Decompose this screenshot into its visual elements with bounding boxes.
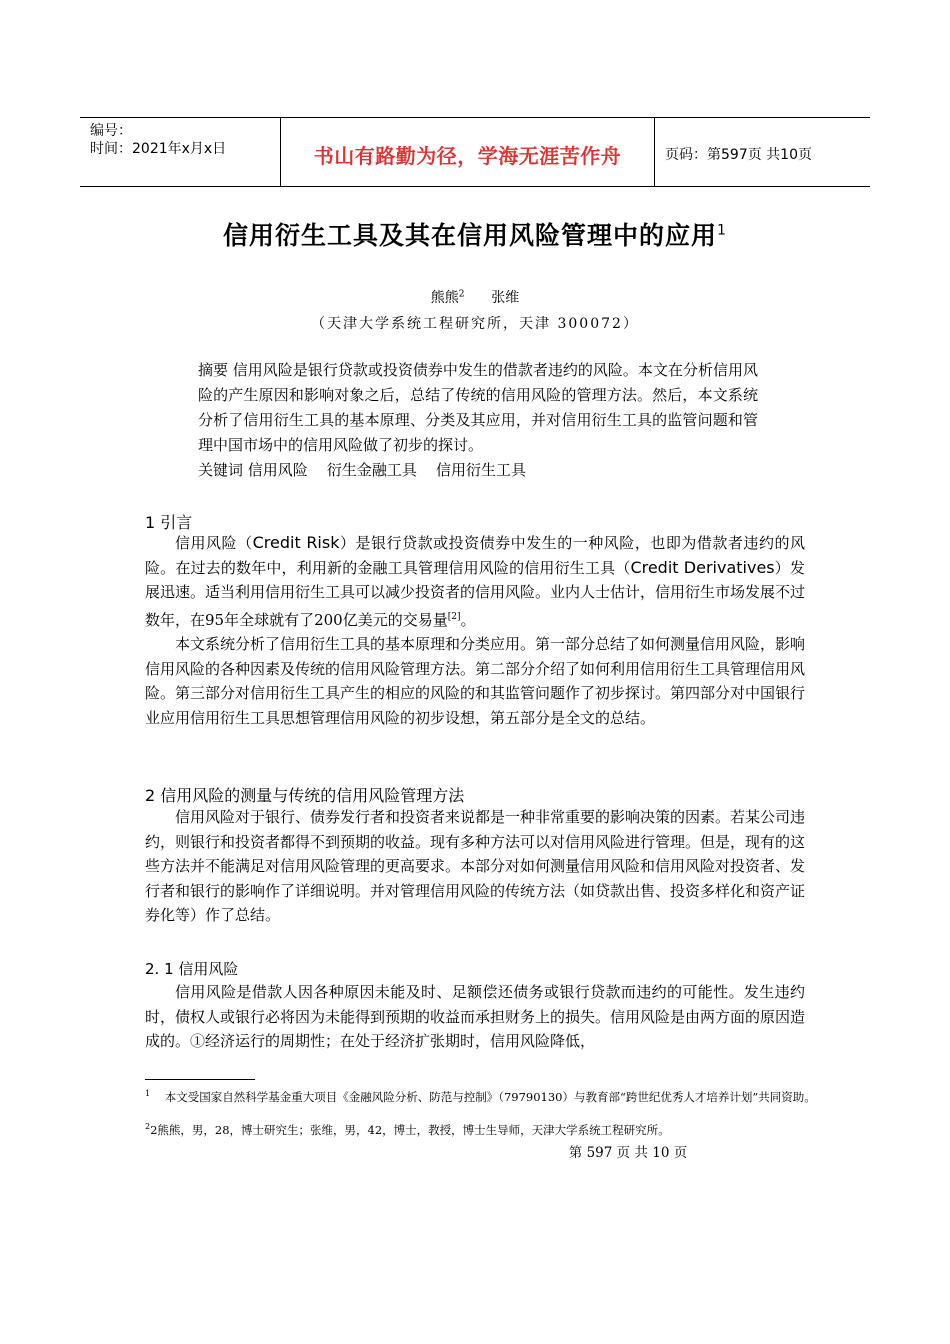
title-text: 信用衍生工具及其在信用风险管理中的应用 <box>223 221 718 250</box>
keywords-text: 信用风险 衍生金融工具 信用衍生工具 <box>247 461 526 479</box>
term-credit-risk: Credit Risk <box>252 533 340 552</box>
citation-2: [2] <box>447 611 461 622</box>
header-meta-cell <box>80 118 281 186</box>
section-1-paragraph-1: 信用风险（Credit Risk）是银行贷款或投资债券中发生的一种风险，也即为借款者违约的风险。在过去的数年中，利用新的金融工具管理信用风险的信用衍生工具（Credit Derivatives）发展迅速。适当利用信用衍生工具可以减少投资者的信用风险。业内人士估计，信用衍生市场发展不过数年，在95年全球就有了200亿美元的交易量[2]。 <box>145 533 806 629</box>
affiliation: （天津大学系统工程研究所，天津 300072） <box>311 316 639 332</box>
abstract-label: 摘要 <box>198 361 229 379</box>
paper-title <box>0 216 950 252</box>
author-1-note: 2 <box>458 289 465 300</box>
author-line <box>0 287 950 307</box>
page-info: 页码：第597页 共10页 <box>665 147 812 163</box>
page-footer: 第 597 页 共 10 页 <box>568 1145 688 1161</box>
section-2-heading: 2 信用风险的测量与传统的信用风险管理方法 <box>145 786 465 805</box>
author-1: 熊熊 <box>430 290 459 306</box>
title-footnote-mark: 1 <box>717 222 727 239</box>
abstract <box>198 358 758 458</box>
footnote-1-mark: 1 <box>145 1089 151 1098</box>
date-label: 时间：2021年x月x日 <box>90 141 227 157</box>
section-2-paragraph-1: 信用风险对于银行、债券发行者和投资者来说都是一种非常重要的影响决策的因素。若某公司违约，则银行和投资者都得不到预期的收益。现有多种方法可以对信用风险进行管理。但是，现有的这些方法并不能满足对信用风险管理的更高要求。本部分对如何测量信用风险和信用风险对投资者、发行者和银行的影响作了详细说明。并对管理信用风险的传统方法（如贷款出售、投资多样化和资产证券化等）作了总结。 <box>145 808 806 925</box>
section-2-1-paragraph-1: 信用风险是借款人因各种原因未能及时、足额偿还债务或银行贷款而违约的可能性。发生违约时，债权人或银行必将因为未能得到预期的收益而承担财务上的损失。信用风险是由两方面的原因造成的。①经济运行的周期性；在处于经济扩张期时，信用风险降低， <box>145 983 806 1051</box>
term-credit-derivatives: Credit Derivatives <box>630 557 775 577</box>
author-2: 张维 <box>491 290 520 306</box>
abstract-text: 信用风险是银行贷款或投资债券中发生的借款者违约的风险。本文在分析信用风险的产生原因和影响对象之后，总结了传统的信用风险的管理方法。然后，本文系统分析了信用衍生工具的基本原理、分类及其应用，并对信用衍生工具的监管问题和管理中国市场中的信用风险做了初步的探讨。 <box>198 361 758 454</box>
footnote-rule <box>145 1079 255 1080</box>
document-header <box>80 117 870 187</box>
header-page-cell <box>655 118 870 186</box>
number-label: 编号： <box>90 123 132 139</box>
footnote-2: $^2$2熊熊，男，28，博士研究生；张维，男，42，博士，教授，博士生导师，天津大学系统工程研究所。 <box>145 1122 670 1137</box>
keywords <box>198 458 526 483</box>
section-1-heading: 1 引言 <box>145 513 193 532</box>
header-motto-cell <box>281 118 655 186</box>
section-2-1-heading: 2. 1 信用风险 <box>145 960 239 978</box>
motto: 书山有路勤为径，学海无涯苦作舟 <box>313 144 622 168</box>
section-1-paragraph-2: 本文系统分析了信用衍生工具的基本原理和分类应用。第一部分总结了如何测量信用风险，影响信用风险的各种因素及传统的信用风险管理方法。第二部分介绍了如何利用信用衍生工具管理信用风险。第三部分对信用衍生工具产生的相应的风险的和其监管问题作了初步探讨。第四部分对中国银行业应用信用衍生工具思想管理信用风险的初步设想，第五部分是全文的总结。 <box>145 635 806 727</box>
keywords-label: 关键词 <box>198 461 244 479</box>
footnote-1: $^1$ 本文受国家自然科学基金重大项目《金融风险分析、防范与控制》（79790130）与教育部“跨世纪优秀人才培养计划”共同资助。 <box>145 1089 816 1104</box>
footnote-2-mark: 2 <box>145 1122 151 1131</box>
